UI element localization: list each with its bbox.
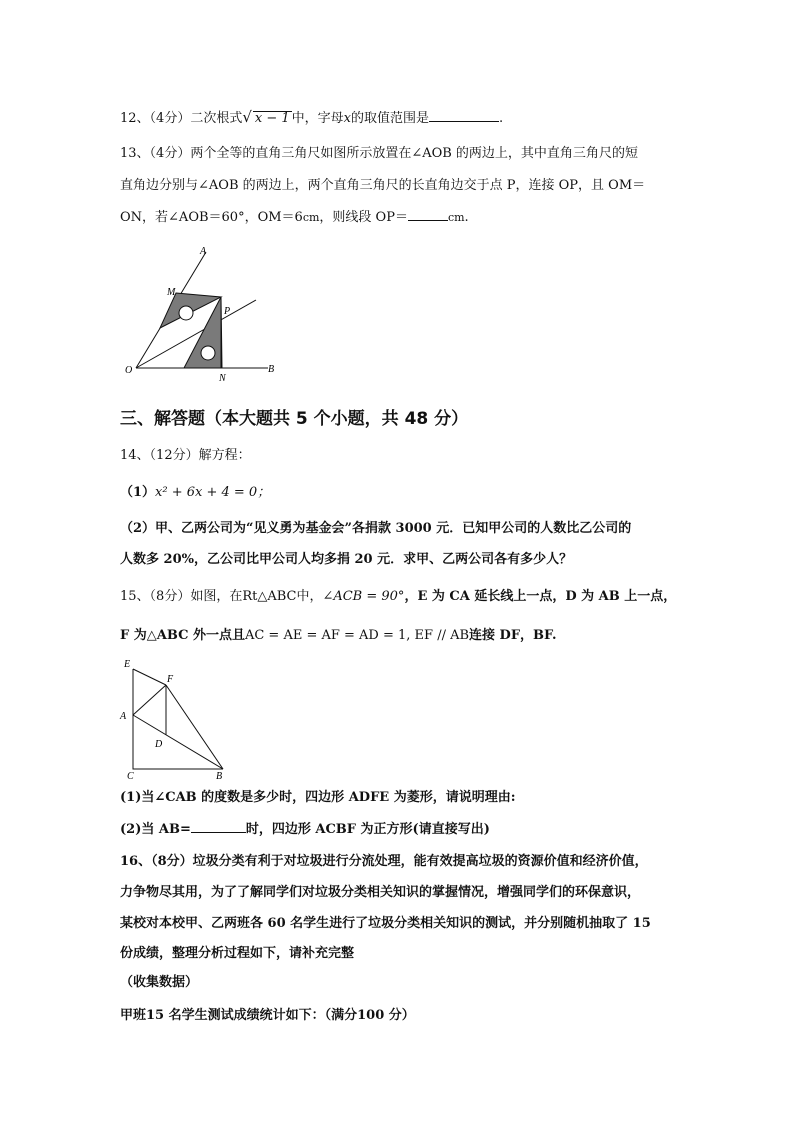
- q15-sub2: [120, 820, 490, 839]
- q15-line-1: [120, 588, 676, 606]
- label-o: O: [125, 365, 133, 376]
- q15-condition: AC = AE = AF = AD = 1, EF // AB: [244, 628, 470, 643]
- q15-line-2a: F 为△ABC 外一点且: [120, 628, 245, 643]
- label-f: F: [167, 674, 174, 685]
- q13-end: .: [464, 210, 469, 225]
- q15-sub2b: 时，四边形 ACBF 为正方形(请直接写出): [245, 822, 490, 837]
- q13-answer-blank[interactable]: [408, 208, 448, 221]
- q15-line-2: [120, 627, 557, 645]
- q16-collect: （收集数据）: [120, 975, 199, 990]
- q12-var: x: [343, 111, 352, 126]
- q16-line-3: 某校对本校甲、乙两班各 60 名学生进行了垃圾分类相关知识的测试，并分别随机抽取了 15: [120, 916, 651, 931]
- q15-line-1a: 15、（8分）如图，在Rt△ABC中，: [120, 589, 323, 604]
- q12-prefix: 12、（4分）二次根式: [120, 111, 243, 126]
- figure-q15: [118, 655, 238, 783]
- q13-line-3b: ，则线段 OP＝: [319, 210, 408, 225]
- segment-ab: [133, 715, 223, 769]
- q15-sub2a: (2)当 AB=: [120, 822, 191, 837]
- label-b: B: [216, 771, 223, 782]
- q15-sub1: (1)当∠CAB 的度数是多少时，四边形 ADFE 为菱形，请说明理由:: [120, 790, 516, 805]
- segment-af: [133, 685, 166, 715]
- q13-line-2: 直角边分别与∠AOB 的两边上，两个直角三角尺的长直角边交于点 P，连接 OP，且 OM＝: [120, 178, 646, 193]
- q14-sub2-line-1: （2）甲、乙两公司为“见义勇为基金会”各捐款 3000 元．已知甲公司的人数比乙公司的: [120, 521, 632, 536]
- q15-line-1b: ，E 为 CA 延长线上一点，D 为 AB 上一点，: [404, 589, 677, 604]
- label-n: N: [219, 373, 226, 384]
- section-3-title: 三、解答题（本大题共 5 个小题，共 48 分）: [120, 409, 469, 429]
- q14-sub1-equation: x² + 6x + 4 = 0；: [155, 485, 271, 500]
- ruler-hole-lower: [201, 346, 215, 360]
- q14-head: 14、（12分）解方程：: [120, 448, 251, 463]
- q12-suffix: 的取值范围是: [351, 111, 430, 126]
- q13-line-3: [120, 208, 469, 227]
- q14-sub1-label: （1）: [120, 485, 156, 500]
- sqrt-sign: √: [242, 108, 252, 126]
- figure-q13: [120, 240, 290, 390]
- label-a: A: [120, 711, 127, 722]
- q16-line-2: 力争物尽其用，为了了解同学们对垃圾分类相关知识的掌握情况，增强同学们的环保意识，: [120, 885, 641, 900]
- segment-bf: [166, 685, 223, 769]
- label-m: M: [167, 287, 176, 298]
- label-p: P: [224, 306, 231, 317]
- q13-unit-2: cm: [447, 211, 465, 224]
- q16-line-1: 16、（8分）垃圾分类有利于对垃圾进行分流处理，能有效提高垃圾的资源价值和经济价值，: [120, 854, 648, 869]
- label-b: B: [268, 364, 275, 375]
- q12-end: .: [499, 111, 504, 126]
- label-d: D: [155, 739, 163, 750]
- q13-unit-1: cm: [302, 211, 320, 224]
- q14-sub2-line-2: 人数多 20%，乙公司比甲公司人均多捐 20 元．求甲、乙两公司各有多少人？: [120, 552, 573, 567]
- label-a: A: [200, 246, 207, 257]
- legs-ecb: [133, 669, 223, 769]
- q12-middle: 中，字母: [291, 111, 344, 126]
- q12-answer-blank[interactable]: [429, 109, 499, 122]
- q15-angle: ∠ACB = 90°: [322, 589, 405, 604]
- q12-radicand: x − 1: [254, 111, 290, 126]
- segment-ef: [133, 669, 166, 685]
- q15-answer-blank[interactable]: [191, 820, 246, 833]
- q13-line-1: 13、（4分）两个全等的直角三角尺如图所示放置在∠AOB 的两边上，其中直角三角尺的短: [120, 146, 638, 161]
- label-c: C: [127, 771, 134, 782]
- q13-line-3a: ON，若∠AOB＝60°，OM＝6: [120, 210, 303, 225]
- ruler-hole-upper: [179, 306, 193, 320]
- label-e: E: [124, 659, 131, 670]
- q16-class-a: 甲班15 名学生测试成绩统计如下：（满分100 分）: [120, 1008, 415, 1023]
- q14-sub1: [120, 484, 270, 502]
- q16-line-4: 份成绩，整理分析过程如下，请补充完整: [120, 946, 355, 961]
- question-12: [120, 108, 503, 128]
- q15-line-2b: 连接 DF，BF.: [469, 628, 557, 643]
